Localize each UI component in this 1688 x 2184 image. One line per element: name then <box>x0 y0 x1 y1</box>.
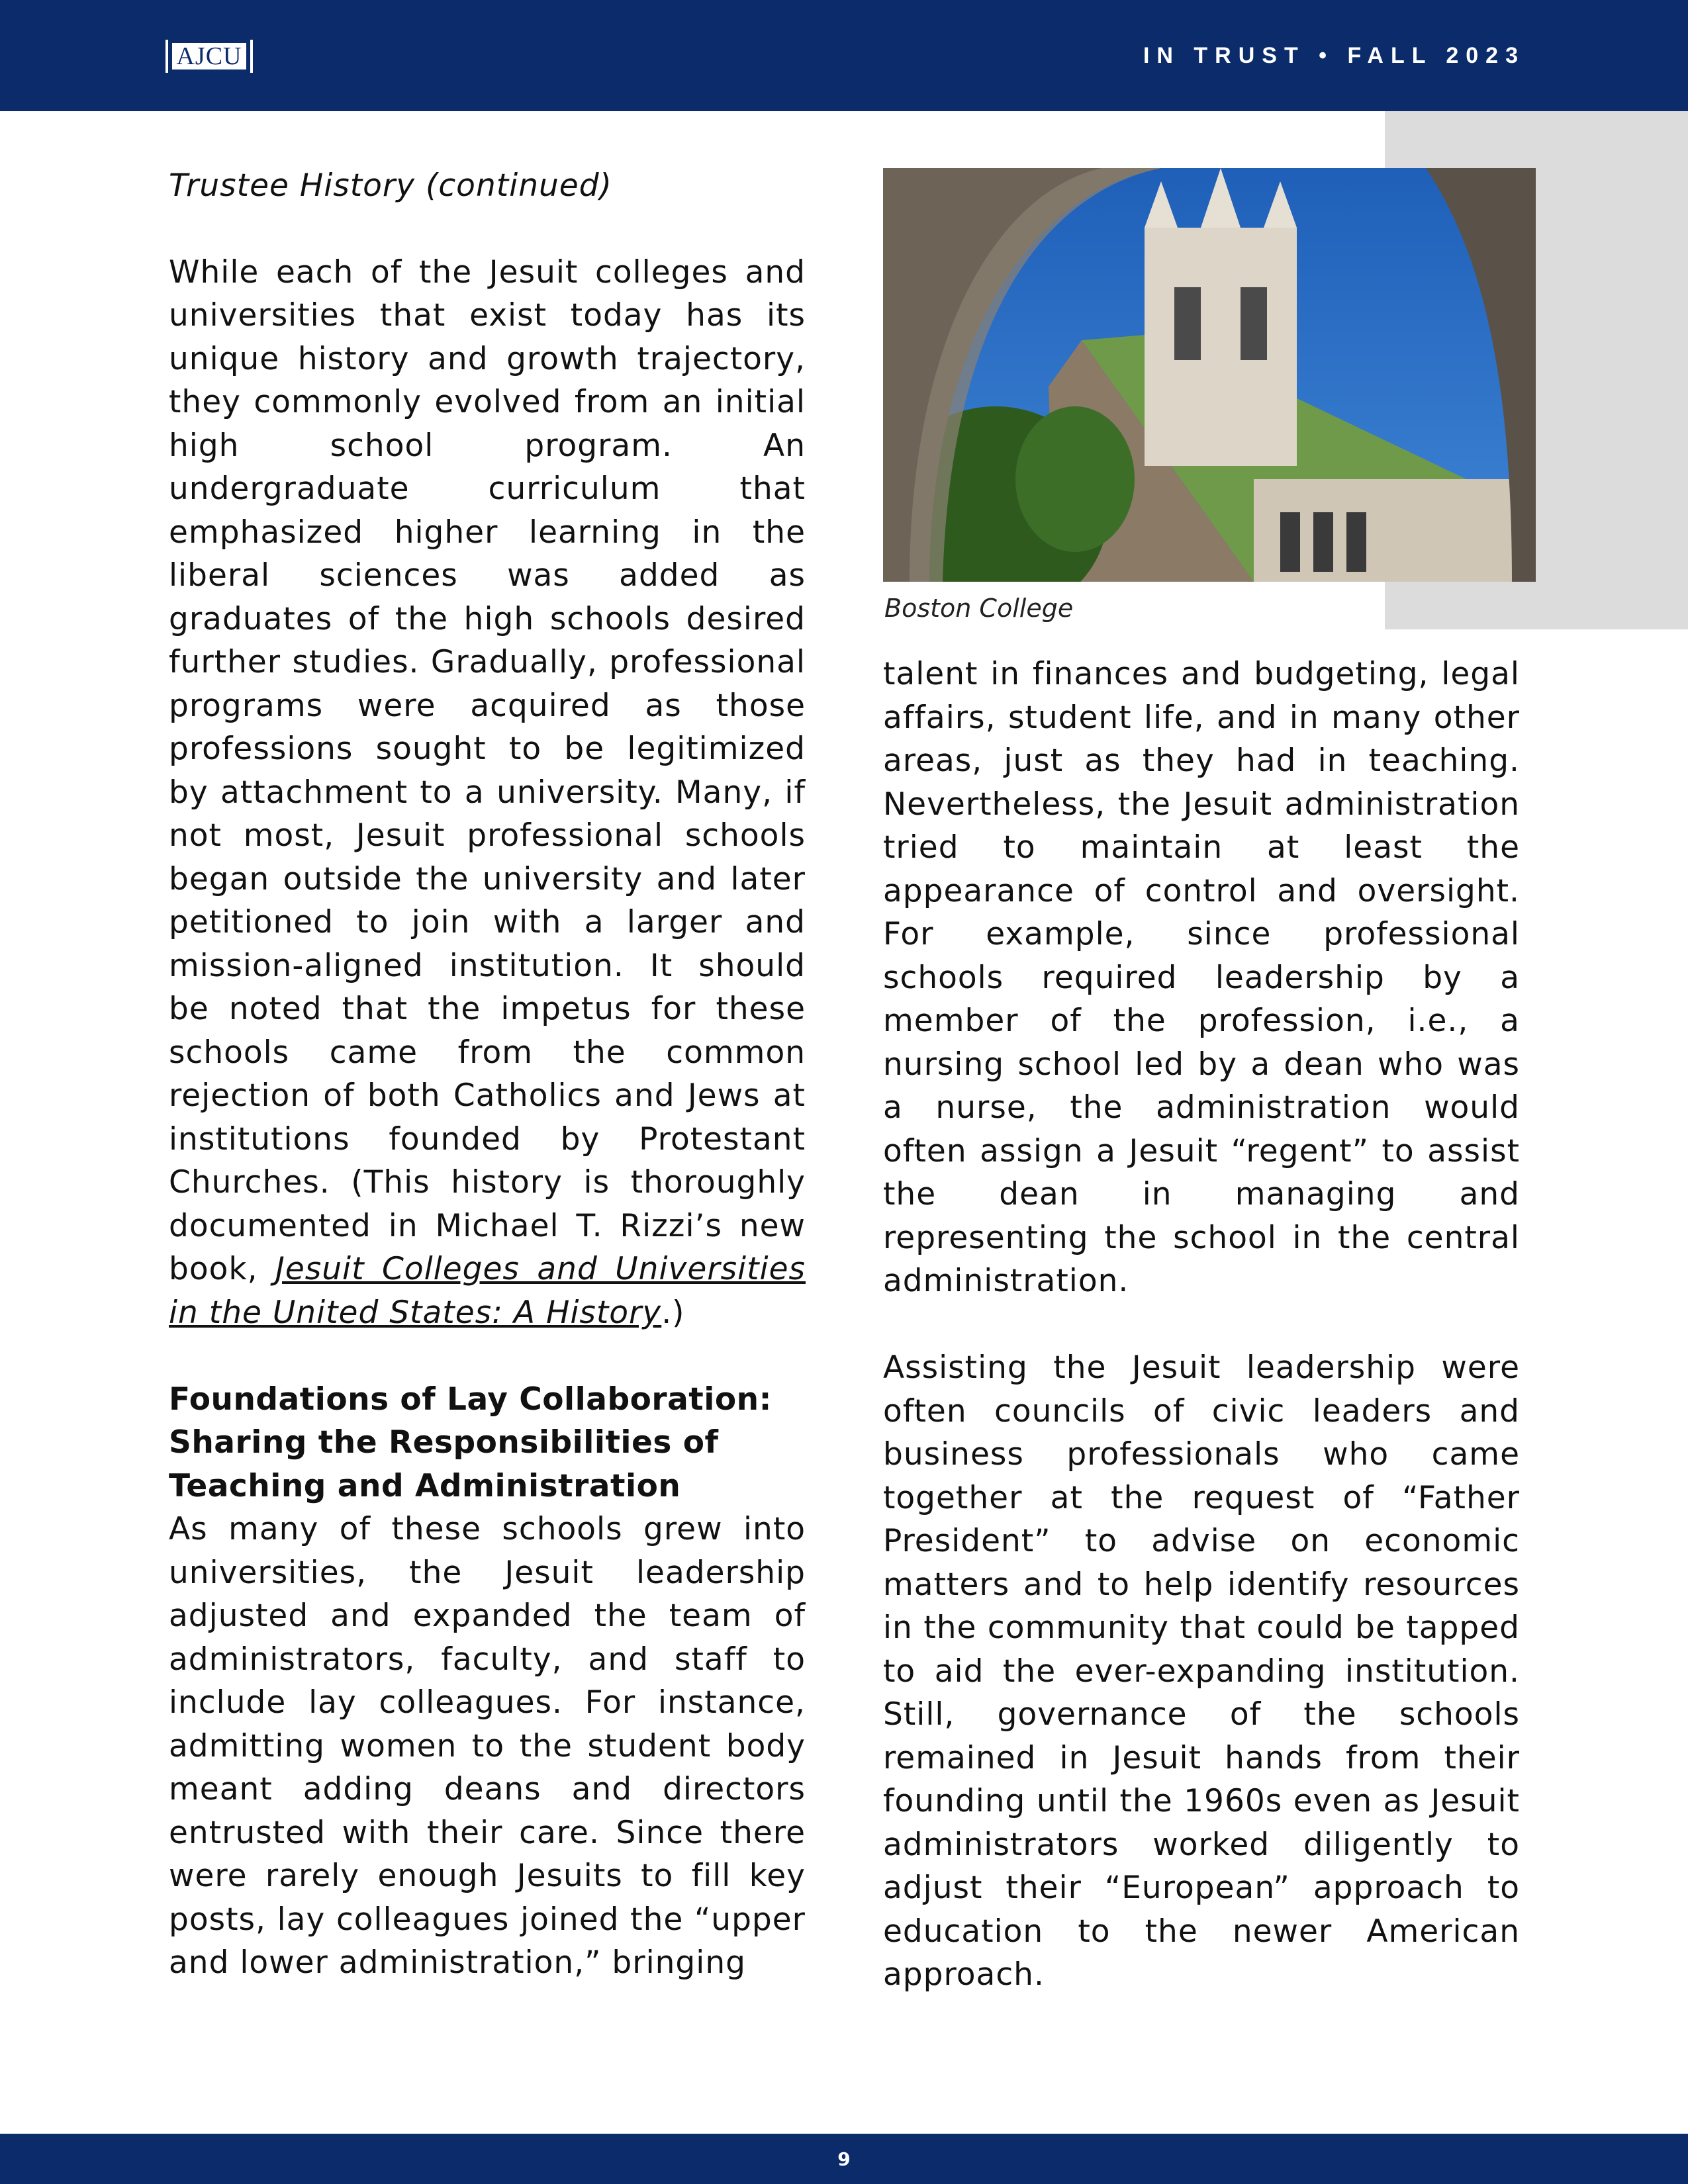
book-title-link[interactable]: Jesuit Colleges and Universities in the United States: A History <box>169 1251 806 1331</box>
section-heading: Foundations of Lay Collaboration: Sharing the Responsibilities of Teaching and Administration <box>169 1381 772 1504</box>
tower-image <box>883 168 1536 582</box>
left-paragraph-1 <box>169 251 806 1335</box>
left-column <box>169 164 806 1985</box>
logo-text: AJCU <box>172 43 246 69</box>
page-number: 9 <box>837 2148 851 2170</box>
section-subtitle: Trustee History (continued) <box>169 167 612 204</box>
boston-college-photo <box>883 168 1536 582</box>
publication-title: IN TRUST • FALL 2023 <box>1143 43 1525 68</box>
ajcu-logo <box>165 40 253 73</box>
photo-caption: Boston College <box>884 594 1074 623</box>
right-paragraph-1: talent in finances and budgeting, legal affairs, student life, and in many other areas, just as they had in teaching. Nevertheless, the Jesuit administration tried to maintain at least the appearance of control and oversight. For example, since professional schools required leadership by a member of the profession, i.e., a nursing school led by a dean who was a nurse, the administration would often assign a Jesuit “regent” to assist the dean in managing and representing the school in the central administration. <box>883 656 1520 1299</box>
page-footer <box>0 2134 1688 2184</box>
left-paragraph-2: As many of these schools grew into universities, the Jesuit leadership adjusted and expanded the team of administrators, faculty, and staff to include lay colleagues. For instance, admitting women to the student body meant adding deans and directors entrusted with their care. Since there were rarely enough Jesuits to fill key posts, lay colleagues joined the “upper and lower administration,” bringing <box>169 1511 806 1981</box>
left-paragraph-1-text: While each of the Jesuit colleges and universities that exist today has its unique history and growth trajectory, they commonly evolved from an initial high school program. An undergraduate curriculum that emphasized higher learning in the liberal sciences was added as graduates of the high schools desired further studies. Gradually, professional programs were acquired as those professions sought to be legitimized by attachment to a university. Many, if not most, Jesuit professional schools began outside the university and later petitioned to join with a larger and mission-aligned institution. It should be noted that the impetus for these schools came from the common rejection of both Catholics and Jews at institutions founded by Protestant Churches. (This history is thoroughly documented in Michael T. Rizzi’s new book, <box>169 253 806 1287</box>
left-paragraph-1-end: .) <box>661 1294 685 1331</box>
right-paragraph-2: Assisting the Jesuit leadership were often councils of civic leaders and business professionals who came together at the request of “Father President” to advise on economic matters and to help identify resources in the community that could be tapped to aid the ever-expanding institution. Still, governance of the schools remained in Jesuit hands from their founding until the 1960s even as Jesuit administrators worked diligently to adjust their “European” approach to education to the newer American approach. <box>883 1349 1520 1993</box>
page-header <box>0 0 1688 111</box>
right-column <box>883 653 1520 1997</box>
